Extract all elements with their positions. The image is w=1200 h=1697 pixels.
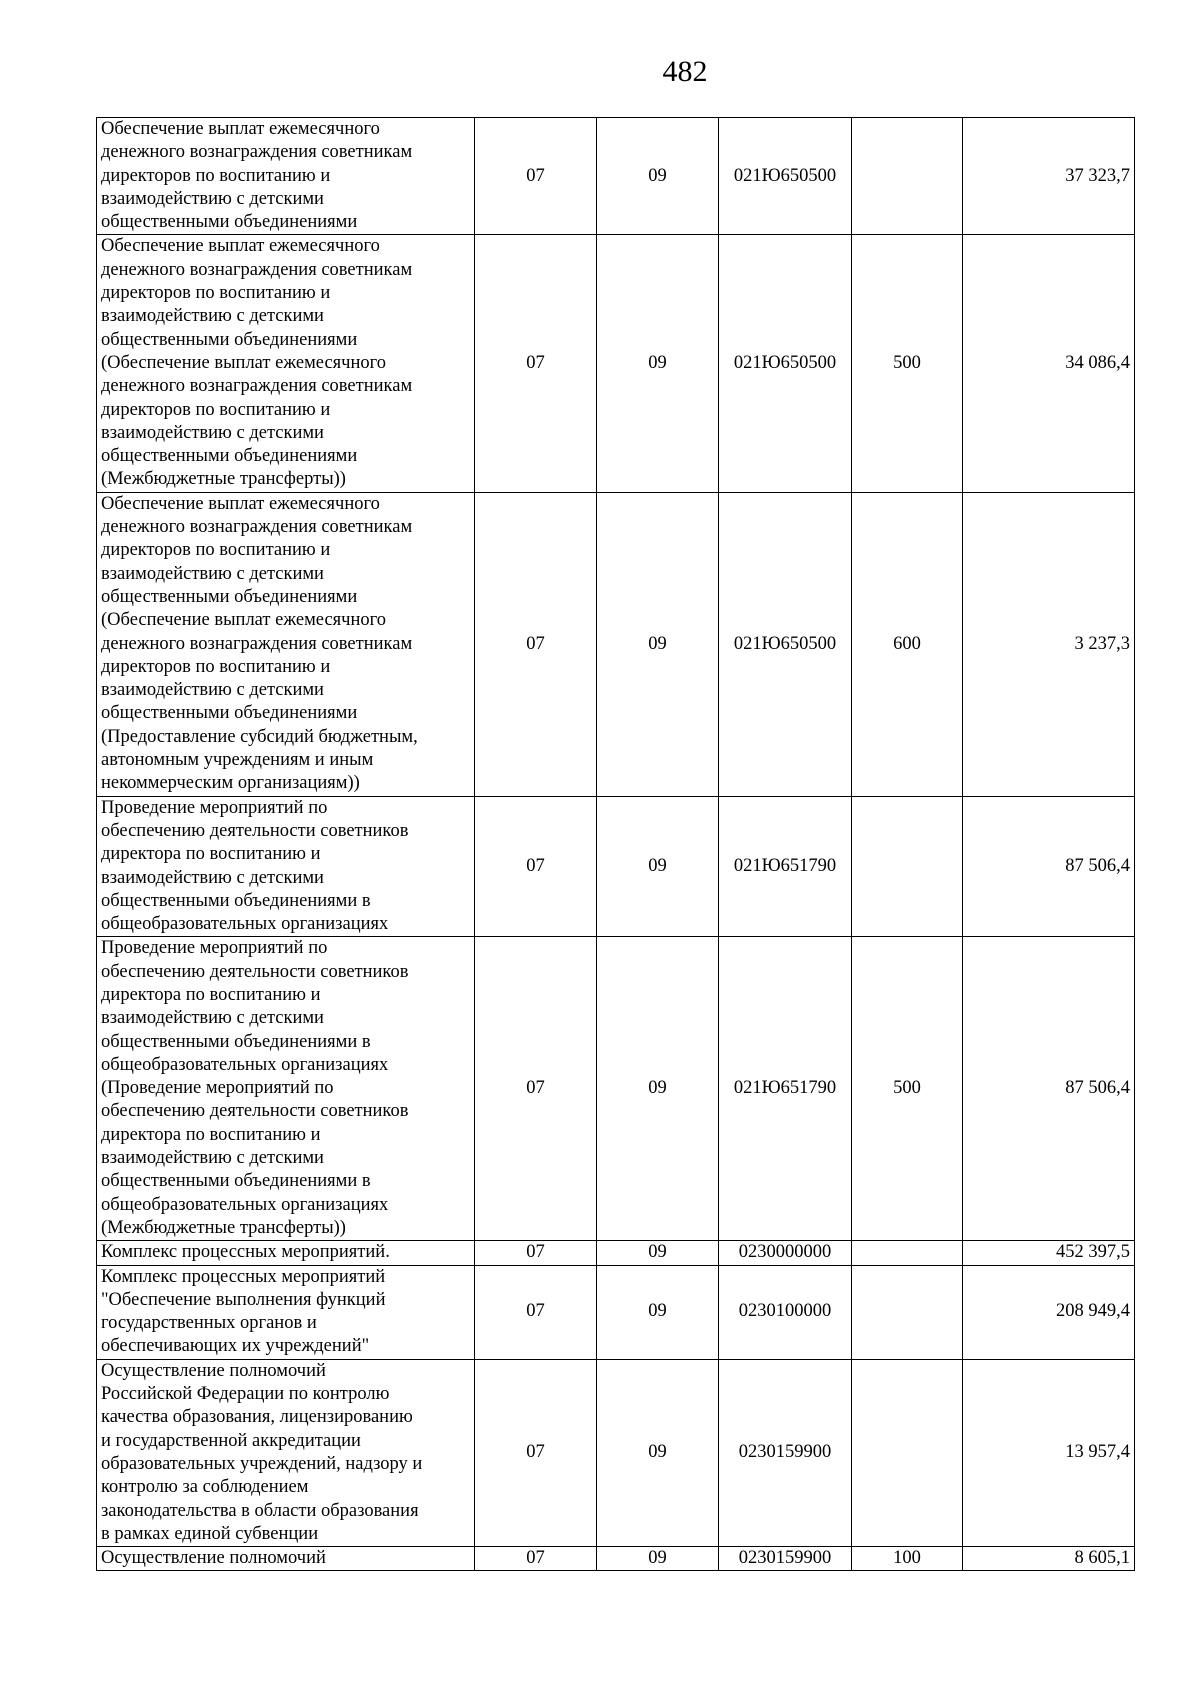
row-name-line: директоров по воспитанию и	[101, 283, 331, 304]
subsection-code-cell: 09	[597, 118, 719, 235]
row-name-cell	[97, 492, 475, 796]
amount-cell: 3 237,3	[963, 492, 1135, 796]
table-body	[97, 118, 1135, 1571]
row-name-line: обеспечению деятельности советников	[101, 1101, 409, 1122]
row-name-line: и государственной аккредитации	[101, 1430, 361, 1451]
row-name-cell	[97, 235, 475, 492]
row-name-line: обеспечивающих их учреждений"	[101, 1336, 370, 1357]
expense-type-cell	[852, 1265, 963, 1359]
row-name-line: директора по воспитанию и	[101, 844, 321, 865]
row-name-line: взаимодействию с детскими	[101, 563, 324, 584]
row-name-line: директоров по воспитанию и	[101, 165, 331, 186]
row-name-line: Проведение мероприятий по	[101, 938, 328, 959]
expense-type-cell	[852, 1241, 963, 1265]
row-name-line: Осуществление полномочий	[101, 1548, 326, 1569]
row-name-line: общественными объединениями в	[101, 890, 371, 911]
row-name-line: обеспечению деятельности советников	[101, 820, 409, 841]
row-name-line: общественными объединениями	[101, 446, 358, 467]
section-code-cell: 07	[475, 937, 597, 1241]
row-name-line: общественными объединениями в	[101, 1171, 371, 1192]
row-name-cell	[97, 1547, 475, 1571]
table-row	[97, 118, 1135, 235]
row-name-line: денежного вознаграждения советникам	[101, 376, 413, 397]
row-name-line: директора по воспитанию и	[101, 984, 321, 1005]
subsection-code-cell: 09	[597, 937, 719, 1241]
amount-cell: 208 949,4	[963, 1265, 1135, 1359]
target-article-cell: 0230159900	[719, 1547, 852, 1571]
subsection-code-cell: 09	[597, 796, 719, 937]
row-name-line: (Предоставление субсидий бюджетным,	[101, 726, 418, 747]
subsection-code-cell: 09	[597, 1241, 719, 1265]
row-name-line: директоров по воспитанию и	[101, 540, 331, 561]
row-name-line: Российской Федерации по контролю	[101, 1384, 390, 1405]
amount-cell: 87 506,4	[963, 796, 1135, 937]
row-name-line: директоров по воспитанию и	[101, 399, 331, 420]
row-name-line: обеспечению деятельности советников	[101, 961, 409, 982]
expense-type-cell: 100	[852, 1547, 963, 1571]
row-name-line: некоммерческим организациям))	[101, 773, 360, 794]
row-name-line: Обеспечение выплат ежемесячного	[101, 119, 380, 139]
row-name-line: взаимодействию с детскими	[101, 680, 324, 701]
expense-type-cell: 500	[852, 235, 963, 492]
target-article-cell: 0230100000	[719, 1265, 852, 1359]
row-name-line: контролю за соблюдением	[101, 1477, 309, 1498]
row-name-line: взаимодействию с детскими	[101, 1148, 324, 1169]
row-name-line: директора по воспитанию и	[101, 1124, 321, 1145]
row-name-cell	[97, 937, 475, 1241]
row-name-line: общественными объединениями	[101, 703, 358, 724]
table-row	[97, 1265, 1135, 1359]
row-name-line: Осуществление полномочий	[101, 1360, 326, 1381]
section-code-cell: 07	[475, 1241, 597, 1265]
row-name-cell	[97, 118, 475, 235]
row-name-line: Комплекс процессных мероприятий.	[101, 1242, 390, 1263]
amount-cell: 13 957,4	[963, 1359, 1135, 1546]
amount-cell: 34 086,4	[963, 235, 1135, 492]
row-name-line: общеобразовательных организациях	[101, 1194, 389, 1215]
table-row	[97, 1241, 1135, 1265]
expense-type-cell	[852, 796, 963, 937]
row-name-line: общественными объединениями	[101, 212, 358, 233]
section-code-cell: 07	[475, 235, 597, 492]
target-article-cell: 021Ю650500	[719, 235, 852, 492]
row-name-line: (Проведение мероприятий по	[101, 1078, 334, 1099]
row-name-cell	[97, 1265, 475, 1359]
expense-type-cell: 500	[852, 937, 963, 1241]
amount-cell: 8 605,1	[963, 1547, 1135, 1571]
row-name-line: денежного вознаграждения советникам	[101, 517, 413, 538]
row-name-line: общественными объединениями	[101, 586, 358, 607]
budget-table	[96, 117, 1135, 1571]
row-name-cell	[97, 1359, 475, 1546]
row-name-line: общеобразовательных организациях	[101, 914, 389, 935]
section-code-cell: 07	[475, 1265, 597, 1359]
row-name-line: взаимодействию с детскими	[101, 867, 324, 888]
subsection-code-cell: 09	[597, 1265, 719, 1359]
row-name-line: (Межбюджетные трансферты))	[101, 469, 346, 490]
row-name-line: Обеспечение выплат ежемесячного	[101, 236, 380, 257]
row-name-line: автономным учреждениям и иным	[101, 750, 374, 771]
row-name-line: общественными объединениями в	[101, 1031, 371, 1052]
target-article-cell: 021Ю650500	[719, 118, 852, 235]
expense-type-cell: 600	[852, 492, 963, 796]
row-name-line: образовательных учреждений, надзору и	[101, 1453, 423, 1474]
row-name-line: (Обеспечение выплат ежемесячного	[101, 610, 387, 631]
target-article-cell: 0230000000	[719, 1241, 852, 1265]
table-row	[97, 937, 1135, 1241]
amount-cell: 87 506,4	[963, 937, 1135, 1241]
row-name-line: общеобразовательных организациях	[101, 1054, 389, 1075]
row-name-line: общественными объединениями	[101, 329, 358, 350]
target-article-cell: 021Ю651790	[719, 796, 852, 937]
expense-type-cell	[852, 1359, 963, 1546]
expense-type-cell	[852, 118, 963, 235]
row-name-line: государственных органов и	[101, 1313, 317, 1334]
row-name-line: денежного вознаграждения советникам	[101, 142, 413, 163]
amount-cell: 452 397,5	[963, 1241, 1135, 1265]
table-row	[97, 492, 1135, 796]
target-article-cell: 021Ю650500	[719, 492, 852, 796]
table-row	[97, 1359, 1135, 1546]
row-name-line: взаимодействию с детскими	[101, 1008, 324, 1029]
row-name-line: директоров по воспитанию и	[101, 656, 331, 677]
amount-cell: 37 323,7	[963, 118, 1135, 235]
row-name-line: в рамках единой субвенции	[101, 1523, 319, 1544]
target-article-cell: 021Ю651790	[719, 937, 852, 1241]
table-row	[97, 235, 1135, 492]
table-row	[97, 1547, 1135, 1571]
subsection-code-cell: 09	[597, 492, 719, 796]
row-name-line: взаимодействию с детскими	[101, 422, 324, 443]
row-name-line: "Обеспечение выполнения функций	[101, 1289, 386, 1310]
section-code-cell: 07	[475, 1359, 597, 1546]
section-code-cell: 07	[475, 1547, 597, 1571]
subsection-code-cell: 09	[597, 235, 719, 492]
row-name-line: денежного вознаграждения советникам	[101, 633, 413, 654]
row-name-line: Обеспечение выплат ежемесячного	[101, 493, 380, 514]
row-name-line: (Обеспечение выплат ежемесячного	[101, 352, 387, 373]
section-code-cell: 07	[475, 796, 597, 937]
subsection-code-cell: 09	[597, 1359, 719, 1546]
row-name-line: взаимодействию с детскими	[101, 306, 324, 327]
row-name-line: денежного вознаграждения советникам	[101, 259, 413, 280]
section-code-cell: 07	[475, 118, 597, 235]
section-code-cell: 07	[475, 492, 597, 796]
row-name-line: взаимодействию с детскими	[101, 188, 324, 209]
table-row	[97, 796, 1135, 937]
row-name-cell	[97, 1241, 475, 1265]
row-name-line: законодательства в области образования	[101, 1500, 419, 1521]
target-article-cell: 0230159900	[719, 1359, 852, 1546]
row-name-cell	[97, 796, 475, 937]
row-name-line: Комплекс процессных мероприятий	[101, 1266, 386, 1287]
row-name-line: Проведение мероприятий по	[101, 797, 328, 818]
row-name-line: (Межбюджетные трансферты))	[101, 1217, 346, 1238]
row-name-line: качества образования, лицензированию	[101, 1407, 413, 1428]
subsection-code-cell: 09	[597, 1547, 719, 1571]
page-number: 482	[662, 55, 708, 88]
